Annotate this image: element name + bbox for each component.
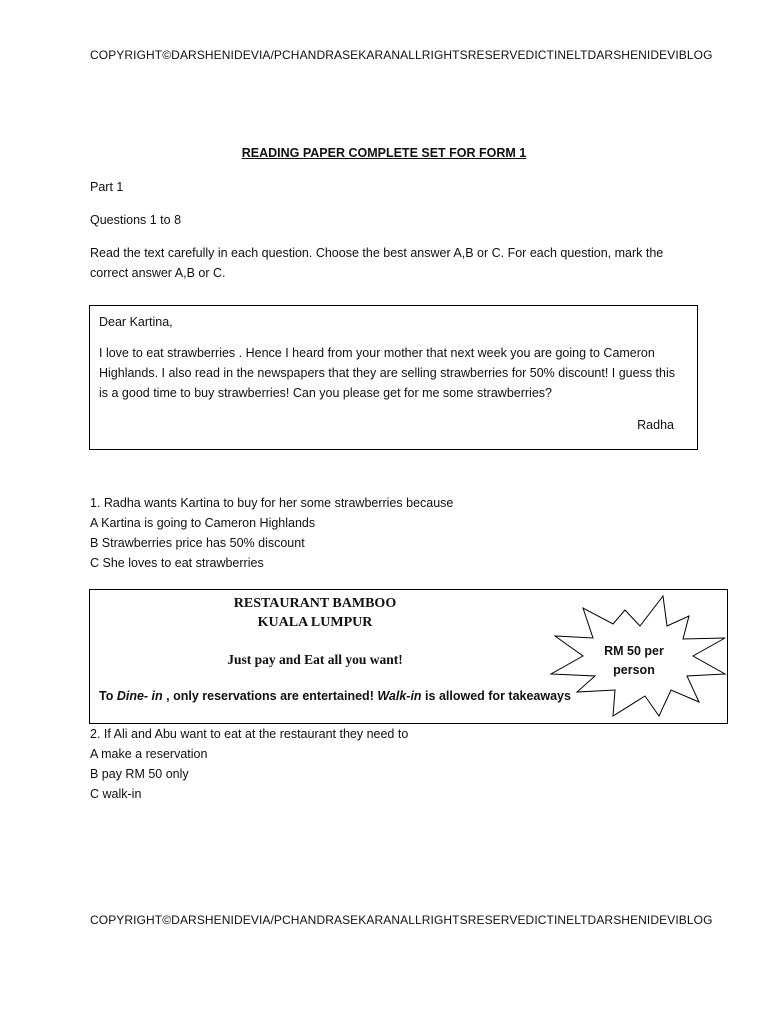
page-title: READING PAPER COMPLETE SET FOR FORM 1 (241, 146, 527, 160)
restaurant-city: KUALA LUMPUR (257, 615, 373, 630)
part-label: Part 1 (90, 180, 124, 194)
question-1 (90, 493, 453, 573)
rule-part-3: is allowed for takeaways (421, 689, 571, 703)
price-line-2: person (613, 663, 655, 677)
letter-line-1: I love to eat strawberries . Hence I heard from your mother that next week you are going to Cameron (99, 346, 655, 360)
question-2 (90, 724, 408, 804)
question-1-stem: 1. Radha wants Kartina to buy for her some strawberries because (90, 496, 454, 510)
rule-walk-in: Walk-in (377, 689, 422, 703)
restaurant-name: RESTAURANT BAMBOO (233, 596, 397, 611)
copyright-header: COPYRIGHT©DARSHENIDEVIA/PCHANDRASEKARANALLRIGHTSRESERVEDICTINELTDARSHENIDEVIBLOG (90, 48, 713, 62)
price-line-1: RM 50 per (604, 644, 664, 658)
instructions-line-2: correct answer A,B or C. (90, 266, 226, 280)
question-1-option-b: B Strawberries price has 50% discount (90, 536, 305, 550)
instructions (90, 243, 690, 283)
letter-line-2: Highlands. I also read in the newspapers that they are selling strawberries for 50% discount! I guess this (99, 366, 676, 380)
rule-part-1: To (99, 689, 117, 703)
rule-part-2: , only reservations are entertained! (162, 689, 378, 703)
restaurant-ad-box (89, 589, 728, 724)
price-badge (585, 642, 683, 680)
restaurant-rule (99, 689, 571, 703)
question-1-option-c: C She loves to eat strawberries (90, 556, 264, 570)
question-1-option-a: A Kartina is going to Cameron Highlands (90, 516, 316, 530)
rule-dine-in: Dine- in (116, 689, 163, 703)
question-2-option-c: C walk-in (90, 787, 142, 801)
letter-body (99, 343, 684, 403)
question-2-option-b: B pay RM 50 only (90, 767, 189, 781)
question-2-stem: 2. If Ali and Abu want to eat at the restaurant they need to (90, 727, 409, 741)
instructions-line-1: Read the text carefully in each question. Choose the best answer A,B or C. For each question, mark the (90, 246, 664, 260)
letter-signature: Radha (637, 418, 674, 432)
copyright-footer: COPYRIGHT©DARSHENIDEVIA/PCHANDRASEKARANALLRIGHTSRESERVEDICTINELTDARSHENIDEVIBLOG (90, 913, 713, 927)
restaurant-tagline: Just pay and Eat all you want! (227, 652, 403, 667)
letter-line-3: is a good time to buy strawberries! Can you please get for me some strawberries? (99, 386, 552, 400)
question-2-option-a: A make a reservation (90, 747, 208, 761)
questions-range: Questions 1 to 8 (90, 213, 182, 227)
letter-box (89, 305, 698, 450)
letter-greeting: Dear Kartina, (99, 315, 173, 329)
